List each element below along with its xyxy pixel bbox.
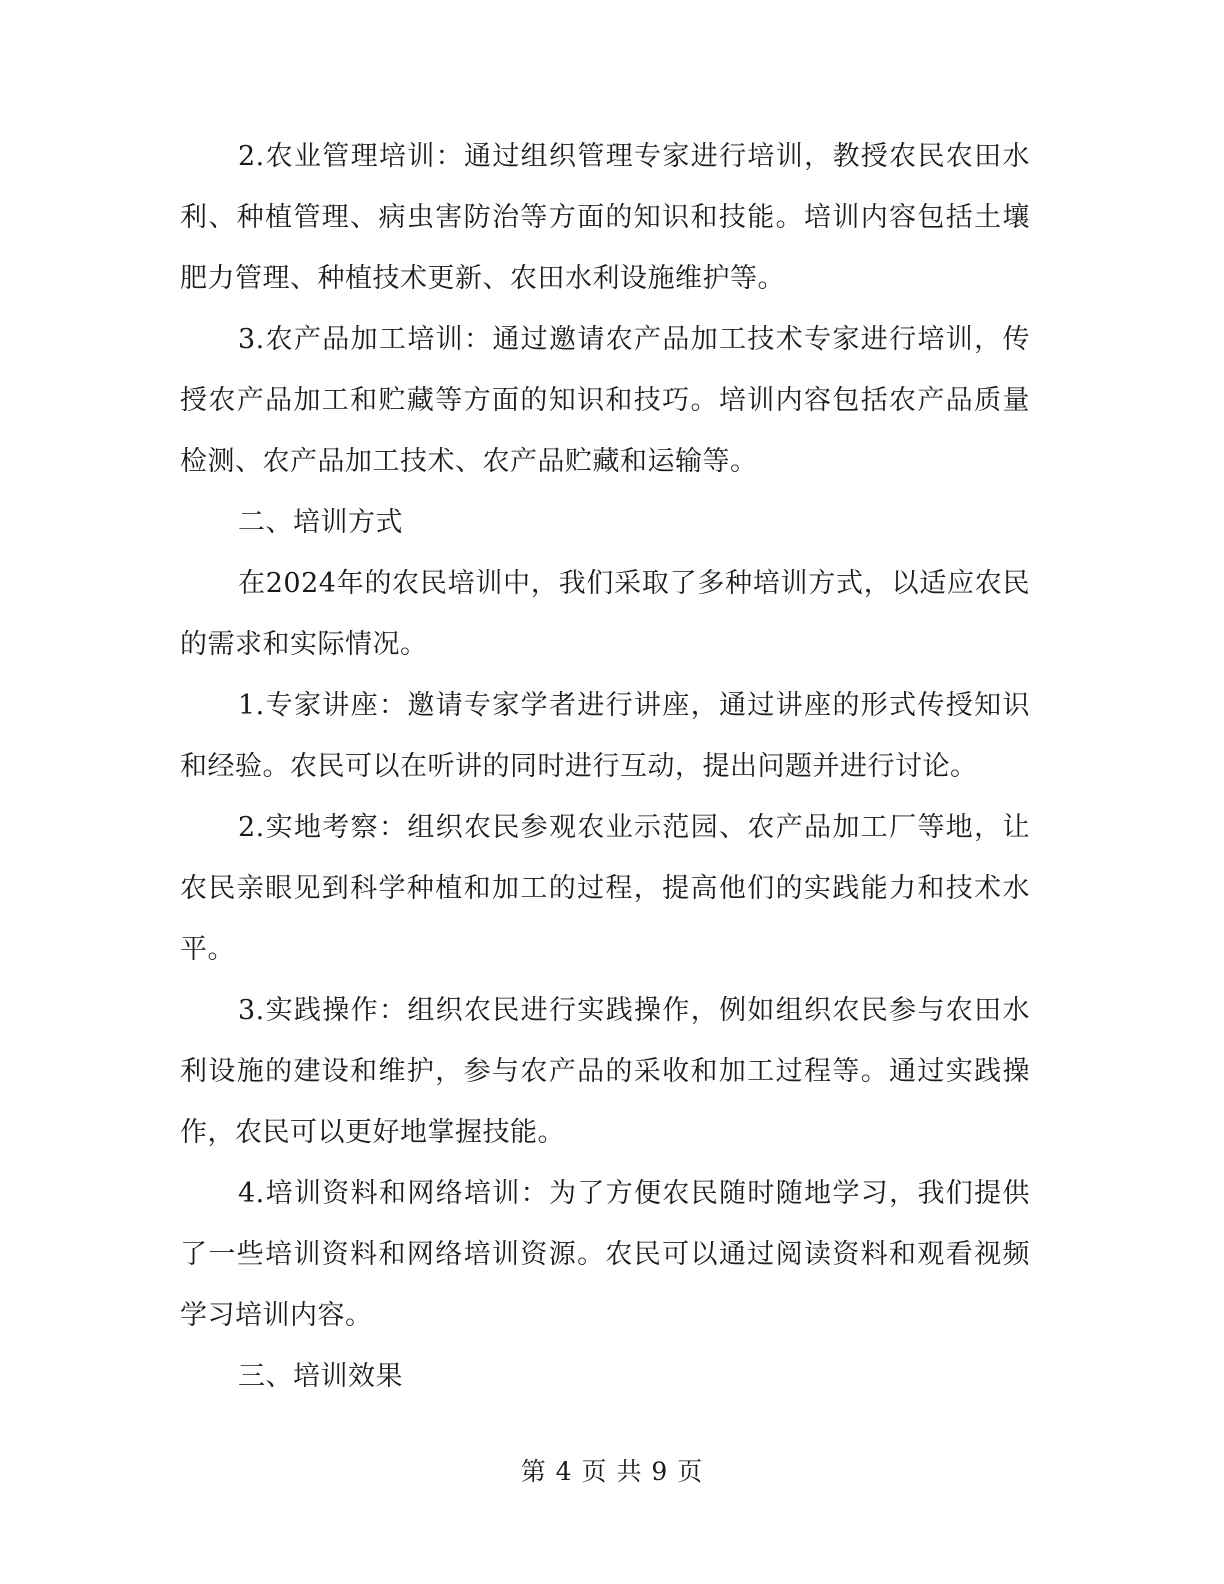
paragraph-expert-lectures: 1.专家讲座：邀请专家学者进行讲座，通过讲座的形式传授知识和经验。农民可以在听讲的同时进行互动，提出问题并进行讨论。 — [180, 690, 1030, 782]
paragraph-materials-online-training: 4.培训资料和网络培训：为了方便农民随时随地学习，我们提供了一些培训资料和网络培训资源。农民可以通过阅读资料和观看视频学习培训内容。 — [180, 1178, 1030, 1331]
page-number-footer: 第 4 页 共 9 页 — [520, 1457, 704, 1486]
paragraph-agri-management-training: 2.农业管理培训：通过组织管理专家进行培训，教授农民农田水利、种植管理、病虫害防治等方面的知识和技能。培训内容包括土壤肥力管理、种植技术更新、农田水利设施维护等。 — [180, 141, 1030, 294]
section-heading-training-methods: 二、培训方式 — [238, 507, 403, 538]
paragraph-methods-intro: 在2024年的农民培训中，我们采取了多种培训方式，以适应农民的需求和实际情况。 — [180, 568, 1030, 660]
section-heading-training-results: 三、培训效果 — [238, 1361, 403, 1392]
document-body — [180, 126, 1030, 1407]
paragraph-field-visits: 2.实地考察：组织农民参观农业示范园、农产品加工厂等地，让农民亲眼见到科学种植和加工的过程，提高他们的实践能力和技术水平。 — [180, 812, 1030, 965]
paragraph-agri-processing-training: 3.农产品加工培训：通过邀请农产品加工技术专家进行培训，传授农产品加工和贮藏等方面的知识和技巧。培训内容包括农产品质量检测、农产品加工技术、农产品贮藏和运输等。 — [180, 324, 1030, 477]
paragraph-practical-operation: 3.实践操作：组织农民进行实践操作，例如组织农民参与农田水利设施的建设和维护，参与农产品的采收和加工过程等。通过实践操作，农民可以更好地掌握技能。 — [180, 995, 1030, 1148]
